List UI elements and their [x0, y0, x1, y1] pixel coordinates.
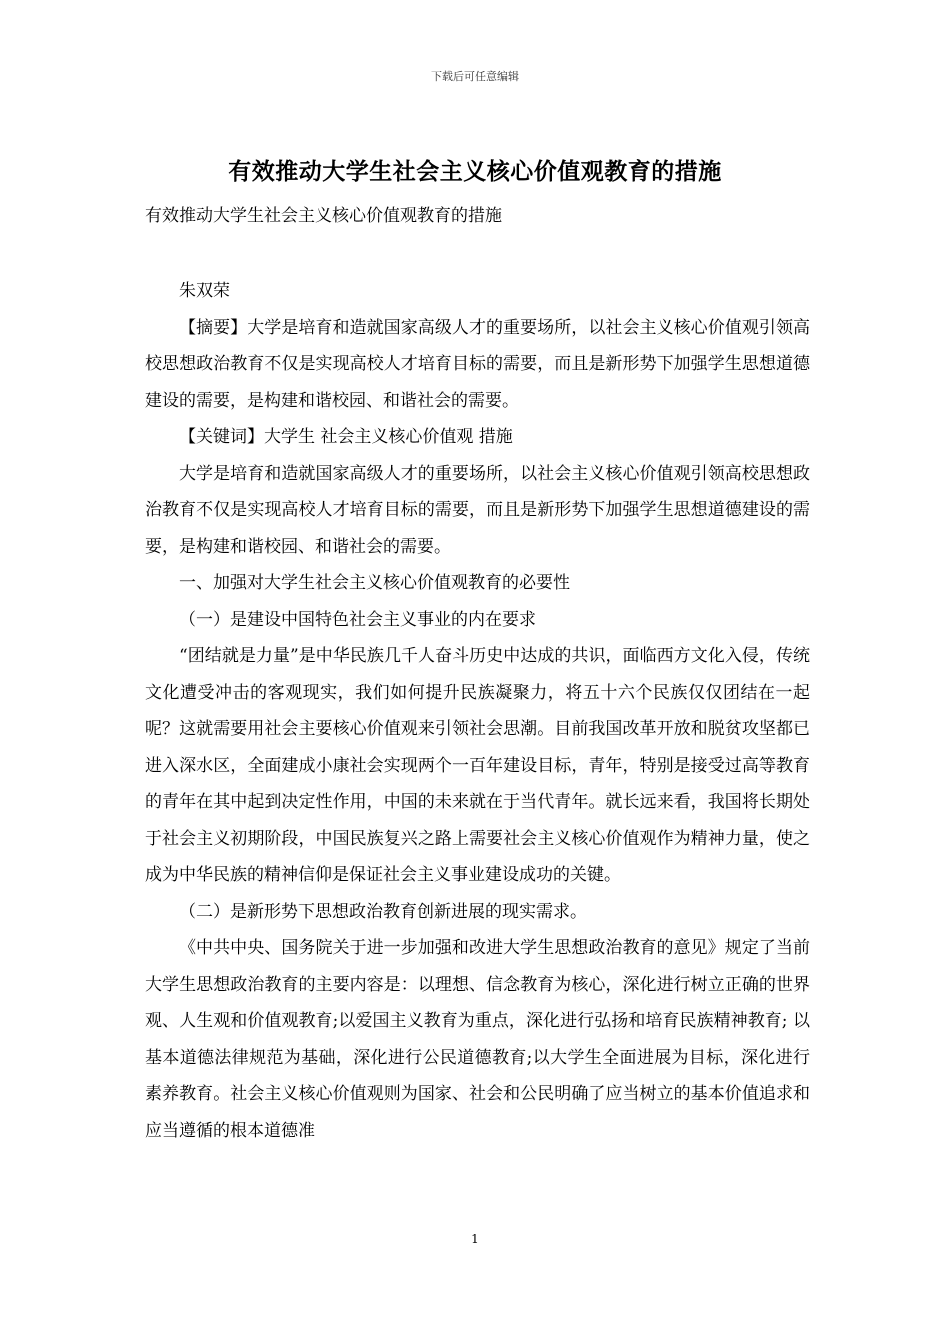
- document-subtitle: 有效推动大学生社会主义核心价值观教育的措施: [145, 206, 502, 226]
- abstract-paragraph: 【摘要】大学是培育和造就国家高级人才的重要场所，以社会主义核心价值观引领高校思想政治教育不仅是实现高校人才培育目标的需要，而且是新形势下加强学生思想道德建设的需要，是构建和谐校园、和谐社会的需要。: [145, 317, 810, 411]
- subsection-heading: （二）是新形势下思想政治教育创新进展的现实需求。: [179, 901, 587, 922]
- document-title: 有效推动大学生社会主义核心价值观教育的措施: [228, 158, 722, 185]
- document-body: [145, 273, 810, 1149]
- keywords-paragraph: 【关键词】大学生 社会主义核心价值观 措施: [179, 427, 513, 447]
- header-note: 下载后可任意编辑: [431, 70, 519, 83]
- body-paragraph: “团结就是力量”是中华民族几千人奋斗历史中达成的共识，面临西方文化入侵，传统文化遭受冲击的客观现实，我们如何提升民族凝聚力，将五十六个民族仅仅团结在一起呢？这就需要用社会主要核心价值观来引领社会思潮。目前我国改革开放和脱贫攻坚都已进入深水区，全面建成小康社会实现两个一百年建设目标，青年，特别是接受过高等教育的青年在其中起到决定性作用，中国的未来就在于当代青年。就长远来看，我国将长期处于社会主义初期阶段，中国民族复兴之路上需要社会主义核心价值观作为精神力量，使之成为中华民族的精神信仰是保证社会主义事业建设成功的关键。: [145, 646, 810, 885]
- page-number: 1: [471, 1232, 479, 1246]
- body-paragraph: 大学是培育和造就国家高级人才的重要场所，以社会主义核心价值观引领高校思想政治教育不仅是实现高校人才培育目标的需要，而且是新形势下加强学生思想道德建设的需要，是构建和谐校园、和谐社会的需要。: [145, 463, 810, 557]
- body-paragraph: 《中共中央、国务院关于进一步加强和改进大学生思想政治教育的意见》规定了当前大学生思想政治教育的主要内容是：以理想、信念教育为核心，深化进行树立正确的世界观、人生观和价值观教育;以爱国主义教育为重点，深化进行弘扬和培育民族精神教育; 以基本道德法律规范为基础，深化进行公民道德教育;以大学生全面进展为目标，深化进行素养教育。社会主义核心价值观则为国家、社会和公民明确了应当树立的基本价值追求和应当遵循的根本道德准: [145, 938, 810, 1141]
- section-heading: 一、加强对大学生社会主义核心价值观教育的必要性: [179, 573, 570, 593]
- author-name: 朱双荣: [179, 281, 230, 301]
- subsection-heading: （一）是建设中国特色社会主义事业的内在要求: [179, 609, 536, 630]
